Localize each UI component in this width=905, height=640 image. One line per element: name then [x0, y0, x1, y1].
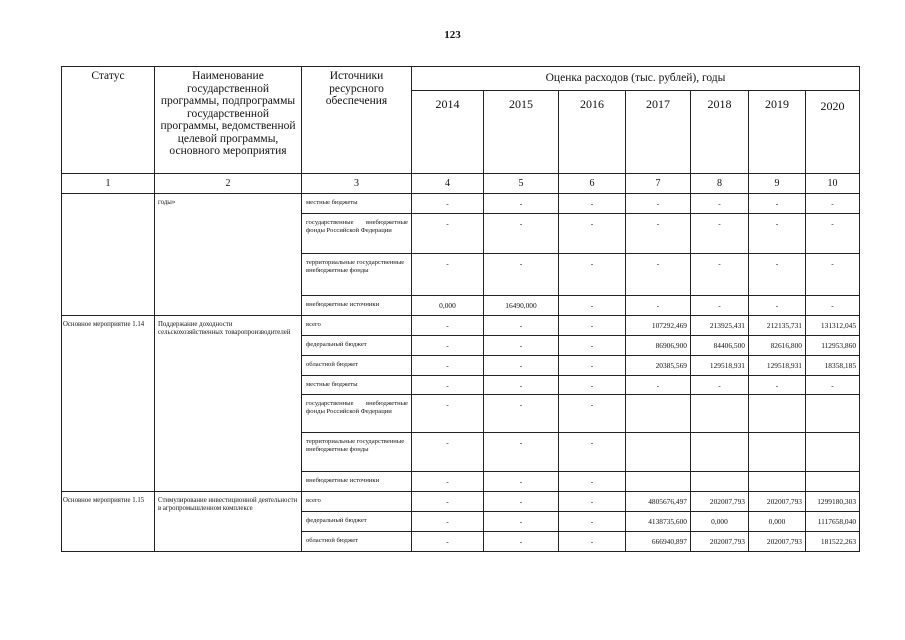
column-number: 5	[484, 174, 559, 194]
column-number: 1	[62, 174, 155, 194]
value-cell: -	[484, 532, 559, 552]
value-cell: -	[559, 433, 626, 472]
value-cell: -	[806, 214, 860, 254]
value-cell: -	[412, 316, 484, 336]
value-cell: -	[484, 254, 559, 296]
value-cell: -	[559, 254, 626, 296]
source-cell: областной бюджет	[302, 532, 412, 552]
value-cell: 84406,500	[691, 336, 749, 356]
value-cell: 181522,263	[806, 532, 860, 552]
value-cell: -	[484, 336, 559, 356]
value-cell: 1299180,303	[806, 492, 860, 512]
value-cell: 213925,431	[691, 316, 749, 336]
source-cell: федеральный бюджет	[302, 336, 412, 356]
value-cell	[691, 395, 749, 433]
status-cell: Основное мероприятие 1.14	[62, 316, 155, 492]
value-cell: -	[626, 376, 691, 395]
value-cell: 112953,860	[806, 336, 860, 356]
value-cell: -	[412, 512, 484, 532]
source-cell: федеральный бюджет	[302, 512, 412, 532]
value-cell: -	[559, 356, 626, 376]
value-cell: -	[806, 194, 860, 214]
value-cell: -	[749, 194, 806, 214]
value-cell: -	[412, 336, 484, 356]
value-cell: -	[484, 512, 559, 532]
value-cell: -	[559, 336, 626, 356]
header-year: 2017	[626, 91, 691, 174]
value-cell: -	[749, 254, 806, 296]
value-cell: 202007,793	[691, 532, 749, 552]
value-cell: -	[626, 194, 691, 214]
value-cell: -	[484, 433, 559, 472]
value-cell: 666940,897	[626, 532, 691, 552]
source-cell: всего	[302, 492, 412, 512]
program-name-cell: Стимулирование инвестиционной деятельности в агропромышленном комплексе	[155, 492, 302, 552]
header-year: 2016	[559, 91, 626, 174]
value-cell: -	[412, 472, 484, 492]
value-cell: -	[484, 395, 559, 433]
value-cell: -	[412, 356, 484, 376]
value-cell: -	[749, 376, 806, 395]
value-cell: -	[484, 316, 559, 336]
column-number: 6	[559, 174, 626, 194]
value-cell: -	[559, 376, 626, 395]
source-cell: местные бюджеты	[302, 194, 412, 214]
column-number: 2	[155, 174, 302, 194]
column-number: 8	[691, 174, 749, 194]
value-cell	[806, 472, 860, 492]
value-cell	[626, 433, 691, 472]
value-cell: -	[559, 214, 626, 254]
value-cell: -	[412, 492, 484, 512]
value-cell	[806, 433, 860, 472]
header-year: 2015	[484, 91, 559, 174]
source-cell: государственные внебюджетные фонды Российской Федерации	[302, 214, 412, 254]
header-estimate: Оценка расходов (тыс. рублей), годы	[412, 67, 860, 91]
value-cell: 4805676,497	[626, 492, 691, 512]
status-cell: Основное мероприятие 1.15	[62, 492, 155, 552]
program-name-cell: Поддержание доходности сельскохозяйственных товаропроизводителей	[155, 316, 302, 492]
value-cell: 1117658,040	[806, 512, 860, 532]
value-cell: -	[626, 214, 691, 254]
value-cell: -	[412, 214, 484, 254]
value-cell: -	[412, 433, 484, 472]
value-cell: -	[559, 296, 626, 316]
value-cell: 202007,793	[749, 532, 806, 552]
source-cell: внебюджетные источники	[302, 472, 412, 492]
value-cell: -	[412, 532, 484, 552]
value-cell: 202007,793	[749, 492, 806, 512]
status-cell	[62, 194, 155, 316]
source-cell: государственные внебюджетные фонды Российской Федерации	[302, 395, 412, 433]
column-number: 9	[749, 174, 806, 194]
header-year: 2019	[749, 91, 806, 174]
program-name-cell: годы»	[155, 194, 302, 316]
value-cell: 131312,045	[806, 316, 860, 336]
value-cell: 212135,731	[749, 316, 806, 336]
header-status: Статус	[62, 67, 155, 174]
value-cell: -	[559, 194, 626, 214]
source-cell: территориальные государственные внебюджетные фонды	[302, 254, 412, 296]
value-cell: -	[559, 512, 626, 532]
source-cell: всего	[302, 316, 412, 336]
value-cell: -	[412, 395, 484, 433]
value-cell: -	[484, 194, 559, 214]
value-cell: -	[559, 316, 626, 336]
value-cell: -	[691, 194, 749, 214]
value-cell: -	[691, 296, 749, 316]
value-cell	[749, 472, 806, 492]
value-cell	[749, 433, 806, 472]
value-cell: 18358,185	[806, 356, 860, 376]
header-sources: Источники ресурсного обеспечения	[302, 67, 412, 174]
value-cell	[806, 395, 860, 433]
value-cell	[626, 472, 691, 492]
value-cell: 0,000	[749, 512, 806, 532]
value-cell: 86906,900	[626, 336, 691, 356]
column-number: 10	[806, 174, 860, 194]
value-cell	[691, 472, 749, 492]
value-cell: -	[412, 376, 484, 395]
value-cell: 202007,793	[691, 492, 749, 512]
source-cell: внебюджетные источники	[302, 296, 412, 316]
column-number: 4	[412, 174, 484, 194]
value-cell: 129518,931	[691, 356, 749, 376]
value-cell: -	[749, 214, 806, 254]
page-number: 123	[444, 29, 461, 41]
value-cell: -	[559, 492, 626, 512]
value-cell: -	[806, 376, 860, 395]
value-cell: -	[484, 492, 559, 512]
value-cell: 107292,469	[626, 316, 691, 336]
column-number: 7	[626, 174, 691, 194]
column-number: 3	[302, 174, 412, 194]
header-name: Наименование государственной программы, подпрограммы государственной программы, ведомственной целевой программы, основного мероприятия	[155, 67, 302, 174]
value-cell: 4138735,600	[626, 512, 691, 532]
value-cell: -	[626, 296, 691, 316]
value-cell: -	[626, 254, 691, 296]
value-cell: 0,000	[412, 296, 484, 316]
value-cell	[749, 395, 806, 433]
value-cell	[626, 395, 691, 433]
value-cell: 0,000	[691, 512, 749, 532]
value-cell: -	[691, 254, 749, 296]
expense-table	[61, 66, 860, 552]
value-cell: 20385,569	[626, 356, 691, 376]
value-cell: -	[749, 296, 806, 316]
value-cell: 16490,000	[484, 296, 559, 316]
source-cell: местные бюджеты	[302, 376, 412, 395]
value-cell: -	[412, 254, 484, 296]
source-cell: областной бюджет	[302, 356, 412, 376]
header-year: 2020	[806, 91, 860, 174]
value-cell: -	[559, 532, 626, 552]
header-year: 2014	[412, 91, 484, 174]
value-cell: -	[691, 376, 749, 395]
value-cell: -	[484, 214, 559, 254]
source-cell: территориальные государственные внебюджетные фонды	[302, 433, 412, 472]
header-year: 2018	[691, 91, 749, 174]
value-cell: 82616,800	[749, 336, 806, 356]
value-cell: -	[484, 356, 559, 376]
value-cell: -	[806, 254, 860, 296]
value-cell: -	[691, 214, 749, 254]
value-cell: -	[559, 395, 626, 433]
value-cell: -	[484, 472, 559, 492]
value-cell: 129518,931	[749, 356, 806, 376]
value-cell: -	[484, 376, 559, 395]
value-cell: -	[806, 296, 860, 316]
value-cell: -	[559, 472, 626, 492]
value-cell: -	[412, 194, 484, 214]
value-cell	[691, 433, 749, 472]
